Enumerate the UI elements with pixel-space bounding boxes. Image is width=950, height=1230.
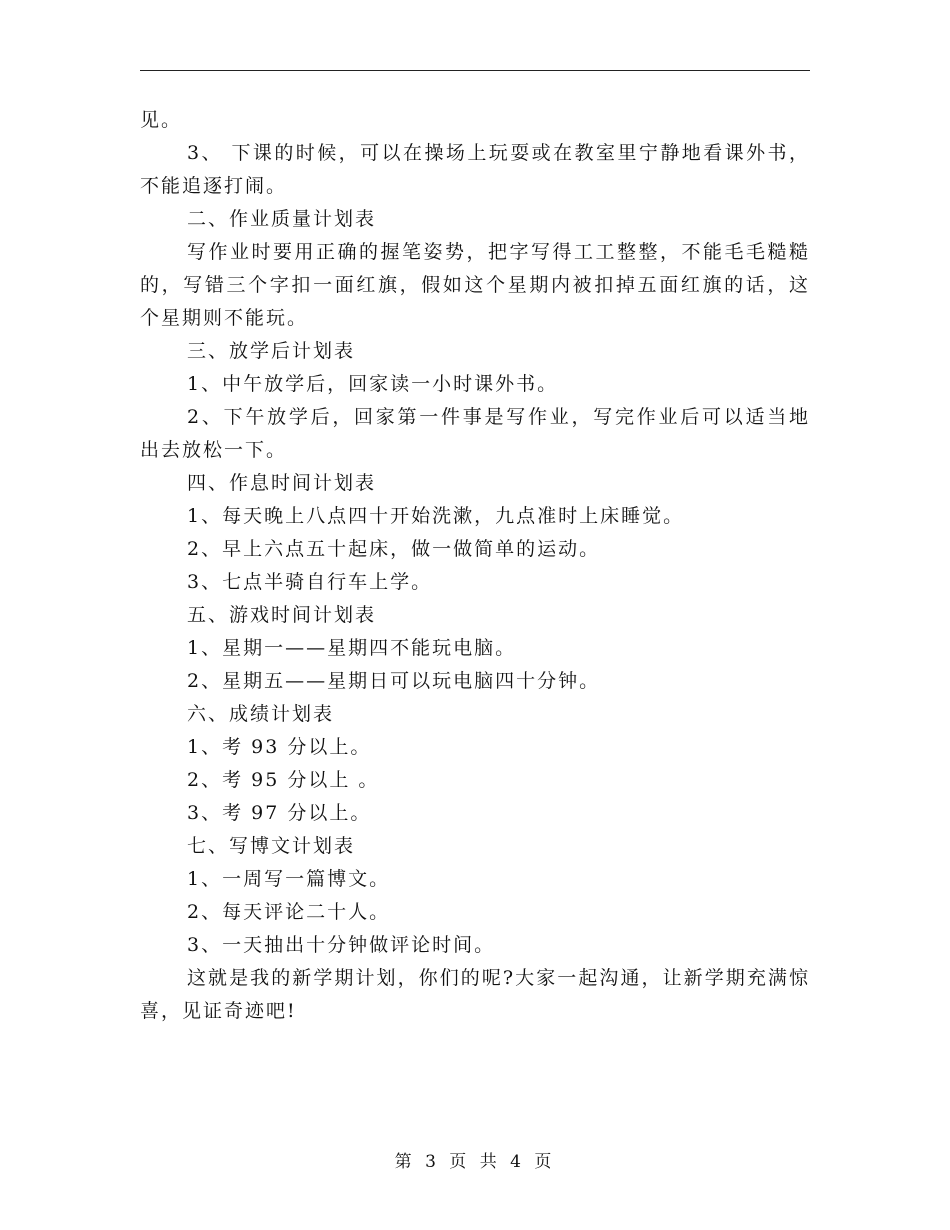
paragraph-closing: 这就是我的新学期计划，你们的呢?大家一起沟通，让新学期充满惊喜，见证奇迹吧! — [140, 967, 810, 1022]
paragraph-recess-rule: 3、 下课的时候，可以在操场上玩耍或在教室里宁静地看课外书，不能追逐打闹。 — [140, 142, 810, 197]
list-item: 2、考 95 分以上 。 — [187, 769, 380, 791]
list-item: 1、中午放学后，回家读一小时课外书。 — [187, 373, 559, 395]
list-item: 3、考 97 分以上。 — [187, 802, 372, 824]
heading-homework-quality: 二、作业质量计划表 — [187, 208, 377, 230]
heading-after-school: 三、放学后计划表 — [187, 340, 356, 362]
heading-blog: 七、写博文计划表 — [187, 835, 356, 857]
page-number-footer: 第 3 页 共 4 页 — [394, 1152, 556, 1172]
list-item: 1、每天晚上八点四十开始洗漱，九点准时上床睡觉。 — [187, 505, 685, 527]
list-item: 2、每天评论二十人。 — [187, 901, 391, 923]
list-item: 3、一天抽出十分钟做评论时间。 — [187, 934, 496, 956]
heading-schedule: 四、作息时间计划表 — [187, 472, 377, 494]
document-body — [140, 104, 810, 1028]
paragraph-continuation: 见。 — [140, 109, 183, 131]
heading-game-time: 五、游戏时间计划表 — [187, 604, 377, 626]
list-item: 1、一周写一篇博文。 — [187, 868, 391, 890]
list-item: 2、下午放学后，回家第一件事是写作业，写完作业后可以适当地出去放松一下。 — [140, 406, 810, 461]
header-rule — [140, 70, 810, 71]
paragraph-homework-quality: 写作业时要用正确的握笔姿势，把字写得工工整整，不能毛毛糙糙的，写错三个字扣一面红旗，假如这个星期内被扣掉五面红旗的话，这个星期则不能玩。 — [140, 241, 810, 329]
list-item: 1、星期一——星期四不能玩电脑。 — [187, 637, 517, 659]
list-item: 3、七点半骑自行车上学。 — [187, 571, 433, 593]
list-item: 2、早上六点五十起床，做一做简单的运动。 — [187, 538, 601, 560]
list-item: 2、星期五——星期日可以玩电脑四十分钟。 — [187, 670, 601, 692]
list-item: 1、考 93 分以上。 — [187, 736, 372, 758]
heading-grades: 六、成绩计划表 — [187, 703, 335, 725]
